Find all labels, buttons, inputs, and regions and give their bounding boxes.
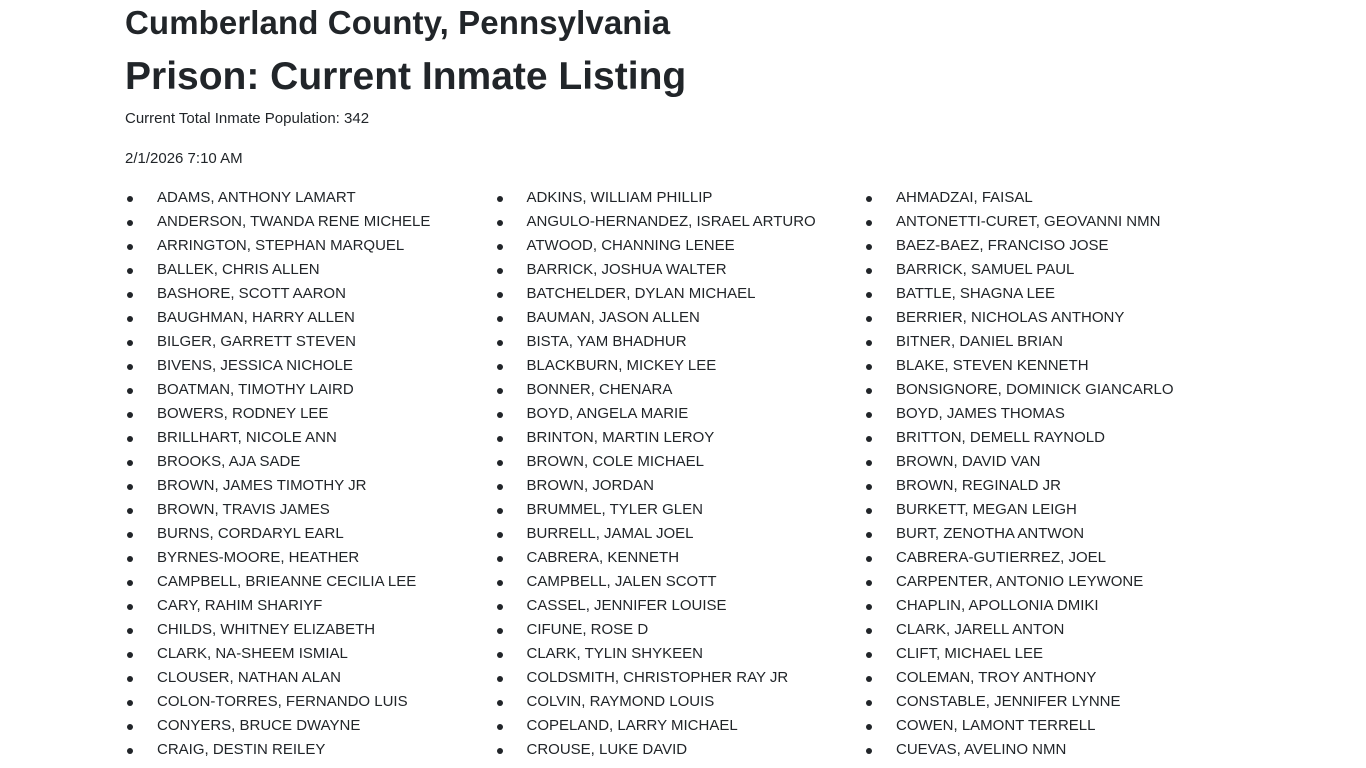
bullet-icon [127, 412, 133, 418]
inmate-name: BROWN, REGINALD JR [896, 477, 1062, 494]
inmate-list-item [125, 738, 495, 762]
bullet-icon [497, 244, 503, 250]
inmate-list-item [864, 714, 1234, 738]
inmate-list-item [864, 186, 1234, 210]
bullet-icon [127, 580, 133, 586]
inmate-list-item [495, 186, 865, 210]
inmate-list-item [864, 234, 1234, 258]
inmate-name: BARRICK, SAMUEL PAUL [896, 261, 1075, 278]
inmate-list-item [125, 330, 495, 354]
inmate-name: BALLEK, CHRIS ALLEN [157, 261, 320, 278]
inmate-list-item [864, 738, 1234, 762]
bullet-icon [497, 604, 503, 610]
inmate-list-item [495, 474, 865, 498]
inmate-list-item [495, 498, 865, 522]
inmate-name: BRUMMEL, TYLER GLEN [526, 501, 703, 518]
inmate-name: BROWN, DAVID VAN [896, 453, 1041, 470]
inmate-name: ADAMS, ANTHONY LAMART [157, 189, 356, 206]
inmate-list-item [864, 570, 1234, 594]
bullet-icon [127, 508, 133, 514]
bullet-icon [866, 340, 872, 346]
inmate-list-item [864, 690, 1234, 714]
inmate-name: CONYERS, BRUCE DWAYNE [157, 717, 361, 734]
bullet-icon [497, 700, 503, 706]
inmate-list-item [125, 498, 495, 522]
bullet-icon [497, 292, 503, 298]
inmate-list-item [864, 546, 1234, 570]
inmate-name: BROWN, JORDAN [526, 477, 654, 494]
bullet-icon [127, 316, 133, 322]
bullet-icon [866, 460, 872, 466]
bullet-icon [866, 628, 872, 634]
inmate-name: BRILLHART, NICOLE ANN [157, 429, 337, 446]
inmate-list-item [495, 666, 865, 690]
inmate-list-item [495, 546, 865, 570]
bullet-icon [127, 292, 133, 298]
inmate-name: COLDSMITH, CHRISTOPHER RAY JR [526, 669, 789, 686]
inmate-list-item [864, 306, 1234, 330]
inmate-list-item [125, 354, 495, 378]
inmate-name: BERRIER, NICHOLAS ANTHONY [896, 309, 1125, 326]
inmate-list-item [125, 570, 495, 594]
inmate-name: BOYD, ANGELA MARIE [526, 405, 689, 422]
page-title: Prison: Current Inmate Listing [125, 55, 687, 98]
inmate-list-item [864, 210, 1234, 234]
inmate-list-item [495, 234, 865, 258]
bullet-icon [866, 580, 872, 586]
inmate-name: ARRINGTON, STEPHAN MARQUEL [157, 237, 405, 254]
bullet-icon [866, 268, 872, 274]
inmate-list-item [495, 426, 865, 450]
bullet-icon [127, 748, 133, 754]
bullet-icon [497, 388, 503, 394]
bullet-icon [866, 724, 872, 730]
inmate-list-item [495, 330, 865, 354]
inmate-list-item [864, 258, 1234, 282]
bullet-icon [866, 436, 872, 442]
inmate-name: BROWN, COLE MICHAEL [526, 453, 705, 470]
bullet-icon [127, 628, 133, 634]
inmate-name: BROOKS, AJA SADE [157, 453, 301, 470]
inmate-name: BURT, ZENOTHA ANTWON [896, 525, 1085, 542]
inmate-name: CHILDS, WHITNEY ELIZABETH [157, 621, 376, 638]
inmate-list-item [864, 498, 1234, 522]
inmate-name: BROWN, JAMES TIMOTHY JR [157, 477, 367, 494]
inmate-name: CLARK, JARELL ANTON [896, 621, 1065, 638]
inmate-name: BAUMAN, JASON ALLEN [526, 309, 700, 326]
bullet-icon [866, 532, 872, 538]
inmate-name: BONSIGNORE, DOMINICK GIANCARLO [896, 381, 1174, 398]
inmate-name: ATWOOD, CHANNING LENEE [526, 237, 735, 254]
inmate-name: BOATMAN, TIMOTHY LAIRD [157, 381, 354, 398]
inmate-list-item [495, 594, 865, 618]
bullet-icon [497, 748, 503, 754]
inmate-name: BILGER, GARRETT STEVEN [157, 333, 356, 350]
bullet-icon [127, 532, 133, 538]
inmate-list-item [864, 330, 1234, 354]
inmate-list-item [864, 282, 1234, 306]
bullet-icon [497, 724, 503, 730]
inmate-list-item [125, 210, 495, 234]
inmate-list-item [495, 570, 865, 594]
inmate-name: BONNER, CHENARA [526, 381, 673, 398]
inmate-name: BLACKBURN, MICKEY LEE [526, 357, 717, 374]
inmate-list-item [125, 258, 495, 282]
inmate-name: BRITTON, DEMELL RAYNOLD [896, 429, 1105, 446]
last-updated-timestamp: 2/1/2026 7:10 AM [125, 150, 243, 167]
inmate-name: BURNS, CORDARYL EARL [157, 525, 344, 542]
bullet-icon [127, 460, 133, 466]
bullet-icon [127, 436, 133, 442]
bullet-icon [497, 340, 503, 346]
inmate-name: ADKINS, WILLIAM PHILLIP [526, 189, 713, 206]
inmate-list-item [495, 306, 865, 330]
inmate-list-item [125, 594, 495, 618]
inmate-list-item [864, 642, 1234, 666]
inmate-name: CAMPBELL, BRIEANNE CECILIA LEE [157, 573, 417, 590]
inmate-name: COLEMAN, TROY ANTHONY [896, 669, 1097, 686]
inmate-name: BATTLE, SHAGNA LEE [896, 285, 1055, 302]
inmate-name: CHAPLIN, APOLLONIA DMIKI [896, 597, 1099, 614]
inmate-name: COPELAND, LARRY MICHAEL [526, 717, 738, 734]
bullet-icon [866, 556, 872, 562]
inmate-list-item [125, 714, 495, 738]
inmate-list-item [495, 618, 865, 642]
inmate-list-item [125, 450, 495, 474]
bullet-icon [497, 508, 503, 514]
bullet-icon [127, 388, 133, 394]
inmate-list-item [864, 378, 1234, 402]
inmate-name: CABRERA-GUTIERREZ, JOEL [896, 549, 1107, 566]
bullet-icon [497, 676, 503, 682]
inmate-list-item [125, 690, 495, 714]
inmate-list-item [495, 642, 865, 666]
inmate-name: CAMPBELL, JALEN SCOTT [526, 573, 717, 590]
bullet-icon [866, 292, 872, 298]
inmate-name: CLARK, NA-SHEEM ISMIAL [157, 645, 348, 662]
bullet-icon [866, 316, 872, 322]
bullet-icon [497, 364, 503, 370]
inmate-list-item [864, 402, 1234, 426]
bullet-icon [497, 196, 503, 202]
inmate-name: BLAKE, STEVEN KENNETH [896, 357, 1089, 374]
county-heading: Cumberland County, Pennsylvania [125, 4, 671, 41]
bullet-icon [497, 412, 503, 418]
inmate-name: CUEVAS, AVELINO NMN [896, 741, 1067, 758]
inmate-list-item [125, 618, 495, 642]
inmate-name: ANGULO-HERNANDEZ, ISRAEL ARTURO [526, 213, 816, 230]
inmate-list-item [495, 282, 865, 306]
inmate-list-item [495, 402, 865, 426]
bullet-icon [127, 556, 133, 562]
bullet-icon [866, 484, 872, 490]
inmate-list-item [864, 666, 1234, 690]
inmate-list-item [125, 306, 495, 330]
inmate-list-item [864, 522, 1234, 546]
inmate-list-item [495, 210, 865, 234]
inmate-name: BROWN, TRAVIS JAMES [157, 501, 330, 518]
bullet-icon [497, 628, 503, 634]
inmate-name: BOYD, JAMES THOMAS [896, 405, 1065, 422]
inmate-name: CIFUNE, ROSE D [526, 621, 649, 638]
bullet-icon [497, 532, 503, 538]
bullet-icon [497, 556, 503, 562]
bullet-icon [127, 220, 133, 226]
inmate-name: COLVIN, RAYMOND LOUIS [526, 693, 715, 710]
bullet-icon [497, 268, 503, 274]
inmate-list-item [125, 666, 495, 690]
inmate-name: BIVENS, JESSICA NICHOLE [157, 357, 353, 374]
inmate-list-item [864, 426, 1234, 450]
inmate-list-item [495, 258, 865, 282]
inmate-name: CLARK, TYLIN SHYKEEN [526, 645, 703, 662]
inmate-list-item [125, 282, 495, 306]
inmate-name: BURRELL, JAMAL JOEL [526, 525, 694, 542]
bullet-icon [127, 364, 133, 370]
bullet-icon [866, 220, 872, 226]
inmate-name: CROUSE, LUKE DAVID [526, 741, 688, 758]
bullet-icon [497, 580, 503, 586]
inmate-list-item [125, 426, 495, 450]
bullet-icon [127, 700, 133, 706]
inmate-name: BATCHELDER, DYLAN MICHAEL [526, 285, 756, 302]
inmate-name: ANDERSON, TWANDA RENE MICHELE [157, 213, 431, 230]
bullet-icon [127, 268, 133, 274]
bullet-icon [866, 652, 872, 658]
inmate-list-item [495, 738, 865, 762]
bullet-icon [497, 436, 503, 442]
inmate-name: COWEN, LAMONT TERRELL [896, 717, 1096, 734]
inmate-list-item [125, 642, 495, 666]
bullet-icon [866, 196, 872, 202]
inmate-list-item [495, 690, 865, 714]
bullet-icon [127, 244, 133, 250]
inmate-list-item [864, 450, 1234, 474]
inmate-list-item [125, 474, 495, 498]
inmate-list-item [864, 618, 1234, 642]
bullet-icon [497, 652, 503, 658]
bullet-icon [866, 412, 872, 418]
inmate-list [125, 186, 1235, 762]
inmate-list-item [864, 354, 1234, 378]
inmate-name: CARPENTER, ANTONIO LEYWONE [896, 573, 1144, 590]
inmate-name: CLOUSER, NATHAN ALAN [157, 669, 341, 686]
bullet-icon [127, 676, 133, 682]
inmate-list-item [495, 378, 865, 402]
bullet-icon [497, 316, 503, 322]
bullet-icon [127, 604, 133, 610]
inmate-list-item [125, 546, 495, 570]
bullet-icon [497, 484, 503, 490]
bullet-icon [866, 364, 872, 370]
inmate-list-item [125, 402, 495, 426]
inmate-name: BAEZ-BAEZ, FRANCISO JOSE [896, 237, 1109, 254]
inmate-name: CARY, RAHIM SHARIYF [157, 597, 323, 614]
inmate-list-item [864, 474, 1234, 498]
inmate-list-item [125, 522, 495, 546]
bullet-icon [866, 748, 872, 754]
inmate-name: BURKETT, MEGAN LEIGH [896, 501, 1077, 518]
inmate-name: BARRICK, JOSHUA WALTER [526, 261, 727, 278]
bullet-icon [866, 604, 872, 610]
inmate-list-item [125, 186, 495, 210]
inmate-name: CASSEL, JENNIFER LOUISE [526, 597, 727, 614]
inmate-name: ANTONETTI-CURET, GEOVANNI NMN [896, 213, 1161, 230]
bullet-icon [866, 244, 872, 250]
inmate-name: BASHORE, SCOTT AARON [157, 285, 346, 302]
inmate-name: BOWERS, RODNEY LEE [157, 405, 329, 422]
bullet-icon [127, 340, 133, 346]
inmate-list-item [125, 234, 495, 258]
inmate-population-count: Current Total Inmate Population: 342 [125, 110, 370, 127]
inmate-name: COLON-TORRES, FERNANDO LUIS [157, 693, 408, 710]
bullet-icon [497, 460, 503, 466]
bullet-icon [127, 196, 133, 202]
inmate-name: CRAIG, DESTIN REILEY [157, 741, 326, 758]
inmate-list-item [495, 714, 865, 738]
inmate-list-item [495, 450, 865, 474]
inmate-list-item [495, 522, 865, 546]
inmate-name: BYRNES-MOORE, HEATHER [157, 549, 360, 566]
inmate-list-item [864, 594, 1234, 618]
bullet-icon [127, 724, 133, 730]
inmate-name: BISTA, YAM BHADHUR [526, 333, 687, 350]
inmate-list-item [495, 354, 865, 378]
bullet-icon [127, 484, 133, 490]
bullet-icon [866, 700, 872, 706]
inmate-name: AHMADZAI, FAISAL [896, 189, 1033, 206]
inmate-name: CLIFT, MICHAEL LEE [896, 645, 1043, 662]
bullet-icon [497, 220, 503, 226]
bullet-icon [866, 508, 872, 514]
inmate-name: BITNER, DANIEL BRIAN [896, 333, 1063, 350]
inmate-name: BRINTON, MARTIN LEROY [526, 429, 715, 446]
bullet-icon [866, 388, 872, 394]
bullet-icon [127, 652, 133, 658]
inmate-name: BAUGHMAN, HARRY ALLEN [157, 309, 355, 326]
inmate-list-item [125, 378, 495, 402]
inmate-name: CONSTABLE, JENNIFER LYNNE [896, 693, 1121, 710]
inmate-name: CABRERA, KENNETH [526, 549, 680, 566]
bullet-icon [866, 676, 872, 682]
